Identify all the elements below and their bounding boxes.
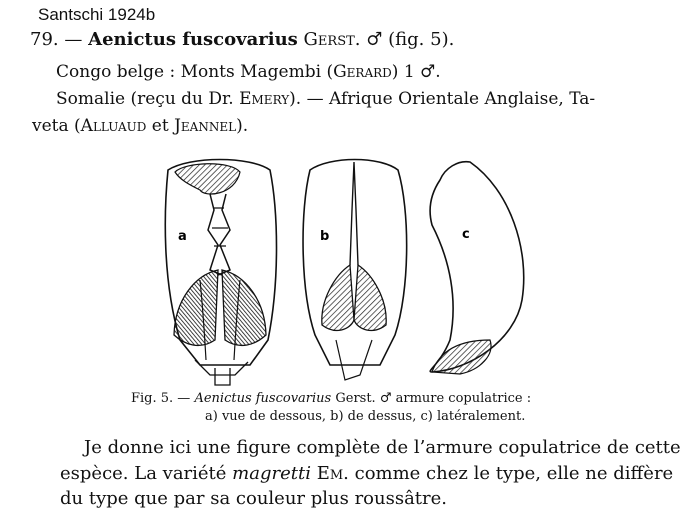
figure-reference: (fig. 5).: [388, 29, 455, 50]
heading-dash: —: [64, 29, 83, 50]
record-text: ) 1 ♂.: [391, 62, 441, 82]
collector-gerard: Gerard: [333, 62, 392, 82]
source-label: Santschi 1924b: [38, 5, 156, 24]
figure-a-ventral-view: [165, 160, 276, 386]
record-text: Congo belge : Monts Magembi (: [56, 62, 334, 82]
heading-number: 79.: [30, 29, 59, 50]
variety-name: magretti: [232, 463, 311, 484]
species-heading: [30, 29, 454, 50]
figure-b-dorsal-view: [303, 160, 407, 381]
male-symbol: ♂: [366, 29, 383, 50]
record-text: ).: [236, 116, 249, 136]
paragraph-line-1: Je donne ici une figure complète de l’armure copulatrice de cette: [84, 437, 681, 458]
collector-jeannel: Jeannel: [174, 116, 237, 136]
species-name: Aenictus fuscovarius: [88, 29, 298, 50]
paragraph-line-2: [60, 463, 673, 484]
figure-caption-line-2: a) vue de dessous, b) de dessus, c) latéralement.: [205, 409, 526, 424]
record-text: ). — Afrique Orientale Anglaise, Ta-: [289, 89, 596, 109]
caption-species: Aenictus fuscovarius: [194, 391, 332, 406]
figure-label-b: b: [320, 229, 330, 244]
paragraph-text: espèce. La variété: [60, 463, 233, 484]
variety-author: Em.: [310, 463, 349, 484]
figure-label-a: a: [178, 229, 187, 244]
figure-caption-line-1: [131, 391, 531, 406]
collector-alluaud: Alluaud: [80, 116, 147, 136]
caption-text: Gerst. ♂ armure copulatrice :: [331, 391, 532, 406]
species-author: Gerst.: [303, 29, 361, 50]
collector-emery: Emery: [239, 89, 290, 109]
paragraph-text: comme chez le type, elle ne diffère: [348, 463, 674, 484]
caption-fig-no: Fig. 5. —: [131, 391, 191, 406]
record-line-2: [56, 89, 595, 109]
record-text: Somalie (reçu du Dr.: [56, 89, 240, 109]
figure-label-c: c: [462, 227, 470, 242]
genitalia-figure: [140, 150, 560, 390]
record-line-3: [32, 116, 248, 136]
record-text: et: [146, 116, 175, 136]
record-text: veta (: [32, 116, 81, 136]
paragraph-line-3: du type que par sa couleur plus roussâtre.: [60, 488, 448, 509]
record-line-1: [56, 62, 441, 82]
figure-c-lateral-view: [430, 162, 524, 374]
